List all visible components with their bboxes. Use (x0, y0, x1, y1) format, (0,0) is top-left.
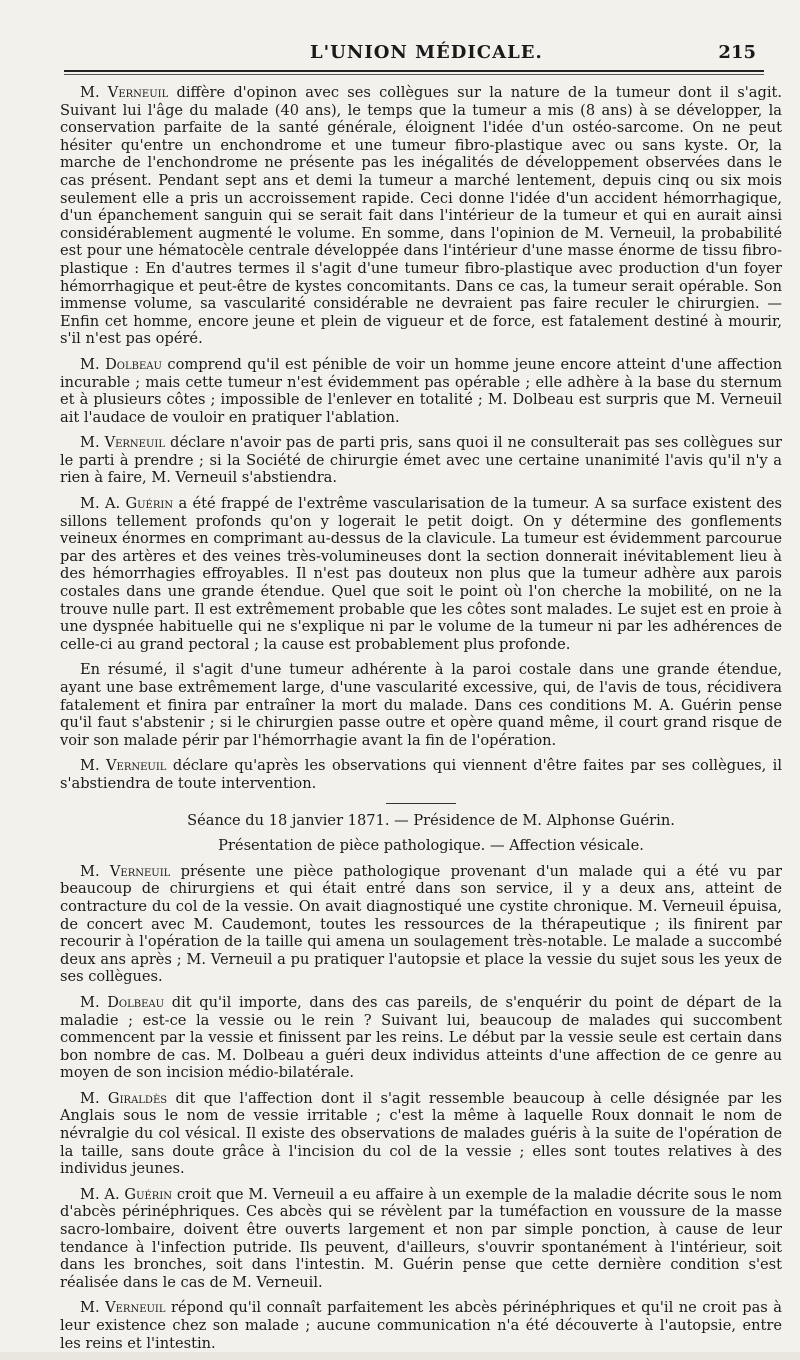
paragraph (60, 757, 782, 792)
running-header (60, 42, 770, 68)
paragraph-text: diffère d'opinon avec ses collègues sur la nature de la tumeur dont il s'agit. Suivant lui l'âge du malade (40 ans), le temps que la tumeur a mis (8 ans) à se développer, la conservation parfaite de la santé générale, éloignent l'idée d'un ostéo-sarcome. On ne peut hésiter qu'entre un enchondrome et une tumeur fibro-plastique avec ou sans kyste. Or, la marche de l'enchondrome ne présente pas les inégalités de développement observées dans le cas présent. Pendant sept ans et demi la tumeur a marché lentement, depuis cinq ou six mois seulement elle a pris un accroissement rapide. Ceci donne l'idée d'un accident hémorrhagique, d'un épanchement sanguin qui se serait fait dans l'intérieur de la tumeur et qui en aurait ainsi considérablement augmenté le volume. En somme, dans l'opinion de M. Verneuil, la probabilité est pour une hématocèle centrale développée dans l'intérieur d'une masse énorme de tissu fibro-plastique : En d'autres termes il s'agit d'une tumeur fibro-plastique avec production d'un foyer hémorrhagique et peut-être de kystes concomitants. Dans ce cas, la tumeur serait opérable. Son immense volume, sa vascularité considérable ne devraient pas faire reculer le chirurgien. — Enfin cet homme, encore jeune et plein de vigueur et de force, est fatalement destiné à mourir, s'il n'est pas opéré. (60, 84, 782, 348)
paragraph-text: déclare n'avoir pas de parti pris, sans quoi il ne consulterait pas ses collègues sur le parti à prendre ; si la Société de chirurgie émet avec une certaine unanimité l'avis qu'il n'y a rien à faire, M. Verneuil s'abstiendra. (60, 434, 782, 487)
paragraph (60, 661, 782, 749)
paragraph-text: dit que l'affection dont il s'agit ressemble beaucoup à celle désignée par les Anglais sous le nom de vessie irritable ; c'est la même à laquelle Roux donnait le nom de névralgie du col vésical. Il existe des observations de malades guéris à la suite de l'opération de la taille, sans doute grâce à l'incision du col de la vessie ; elles sont toutes relatives à des individus jeunes. (60, 1089, 782, 1178)
paragraph-text: comprend qu'il est pénible de voir un homme jeune encore atteint d'une affection incurable ; mais cette tumeur n'est évidemment pas opérable ; elle adhère à la base du sternum et à plusieurs côtes ; impossible de l'enlever en totalité ; M. Dolbeau est surpris que M. Verneuil ait l'audace de vouloir en pratiquer l'ablation. (60, 355, 782, 426)
speaker: M. Dolbeau (80, 355, 162, 373)
paragraph-text: répond qu'il connaît parfaitement les abcès périnéphriques et qu'il ne croit pas à leur existence chez son malade ; aucune communication n'a été découverte à l'autopsie, entre les reins et l'intestin. (60, 1299, 782, 1352)
header-rule (64, 70, 764, 75)
speaker: M. A. Guérin (80, 495, 174, 513)
paragraph-text: déclare qu'après les observations qui viennent d'être faites par ses collègues, il s'abstiendra de toute intervention. (60, 757, 782, 792)
paragraph (60, 1299, 782, 1352)
session-heading: Séance du 18 janvier 1871. — Présidence de M. Alphonse Guérin. (187, 811, 675, 829)
page-number: 215 (718, 42, 756, 63)
speaker: M. Verneuil (80, 84, 169, 101)
paragraph-text: dit qu'il importe, dans des cas pareils, de s'enquérir du point de départ de la maladie ; est-ce la vessie ou le rein ? Suivant lui, beaucoup de malades qui succombent commencent par la vessie et finissent par les reins. Le début par la vessie seule est certain dans bon nombre de cas. M. Dolbeau a guéri deux individus atteints d'une affection de ce genre au moyen de son incision médio-bilatérale. (60, 993, 782, 1082)
paragraph (60, 994, 782, 1082)
session-subtitle: Présentation de pièce pathologique. — Affection vésicale. (218, 837, 644, 855)
section-separator (386, 803, 456, 804)
paragraph-text: présente une pièce pathologique provenant d'un malade qui a été vu par beaucoup de chirurgiens et qui était entré dans son service, il y a deux ans, atteint de contracture du col de la vessie. On avait diagnostiqué une cystite chronique. M. Verneuil épuisa, de concert avec M. Caudemont, toutes les ressources de la thérapeutique ; ils finirent par recourir à l'opération de la taille qui amena un soulagement très-notable. Le malade a succombé deux ans après ; M. Verneuil a pu pratiquer l'autopsie et place la vessie du sujet sous les yeux de ses collègues. (60, 862, 782, 986)
speaker: M. A. Guérin (80, 1185, 173, 1203)
speaker: M. Giraldès (80, 1089, 168, 1107)
paragraph (60, 356, 782, 426)
article-body (60, 84, 782, 1360)
paragraph (60, 495, 782, 653)
paragraph (60, 863, 782, 986)
paragraph-text: croit que M. Verneuil a eu affaire à un exemple de la maladie décrite sous le nom d'abcès périnéphriques. Ces abcès qui se révèlent par la tuméfaction en voussure de la masse sacro-lombaire, doivent être ouverts largement et non par simple ponction, à cause de leur tendance à l'infection putride. Ils peuvent, d'ailleurs, s'ouvrir spontanément à l'intérieur, soit dans les bronches, soit dans l'intestin. M. Guérin pense que cette dernière condition s'est réalisée dans le cas de M. Verneuil. (60, 1185, 782, 1291)
speaker: M. Verneuil (80, 862, 171, 880)
paragraph (60, 1186, 782, 1292)
speaker: M. Verneuil (80, 434, 166, 452)
paragraph (60, 84, 782, 348)
paragraph (60, 434, 782, 487)
speaker: M. Verneuil (80, 1299, 166, 1317)
running-title: L'UNION MÉDICALE. (310, 42, 543, 63)
paragraph (60, 1090, 782, 1178)
speaker: M. Dolbeau (80, 993, 165, 1011)
paragraph-text: En résumé, il s'agit d'une tumeur adhérente à la paroi costale dans une grande étendue, ayant une base extrêmement large, d'une vascularité excessive, qui, de l'avis de tous, récidivera fatalement et finira par entraîner la mort du malade. Dans ces conditions M. A. Guérin pense qu'il faut s'abstenir ; si le chirurgien passe outre et opère quand même, il court grand risque de voir son malade périr par l'hémorrhagie avant la fin de l'opération. (60, 661, 782, 749)
paragraph-text: a été frappé de l'extrême vascularisation de la tumeur. A sa surface existent des sillons tellement profonds qu'on y logerait le petit doigt. On y détermine des gonflements veineux énormes en comprimant au-dessus de la clavicule. La tumeur est évidemment parcourue par des artères et des veines très-volumineuses dont la section donnerait inévitablement lieu à des hémorrhagies effroyables. Il n'est pas douteux non plus que la tumeur adhère aux parois costales dans une grande étendue. Quel que soit le point où l'on cherche la mobilité, on ne la trouve nulle part. Il est extrêmement probable que les côtes sont malades. Le sujet est en proie à une dyspnée habituelle qui ne s'explique ni par le volume de la tumeur ni par les adhérences de celle-ci au grand pectoral ; la cause est probablement plus profonde. (60, 495, 782, 653)
speaker: M. Verneuil (80, 757, 167, 775)
